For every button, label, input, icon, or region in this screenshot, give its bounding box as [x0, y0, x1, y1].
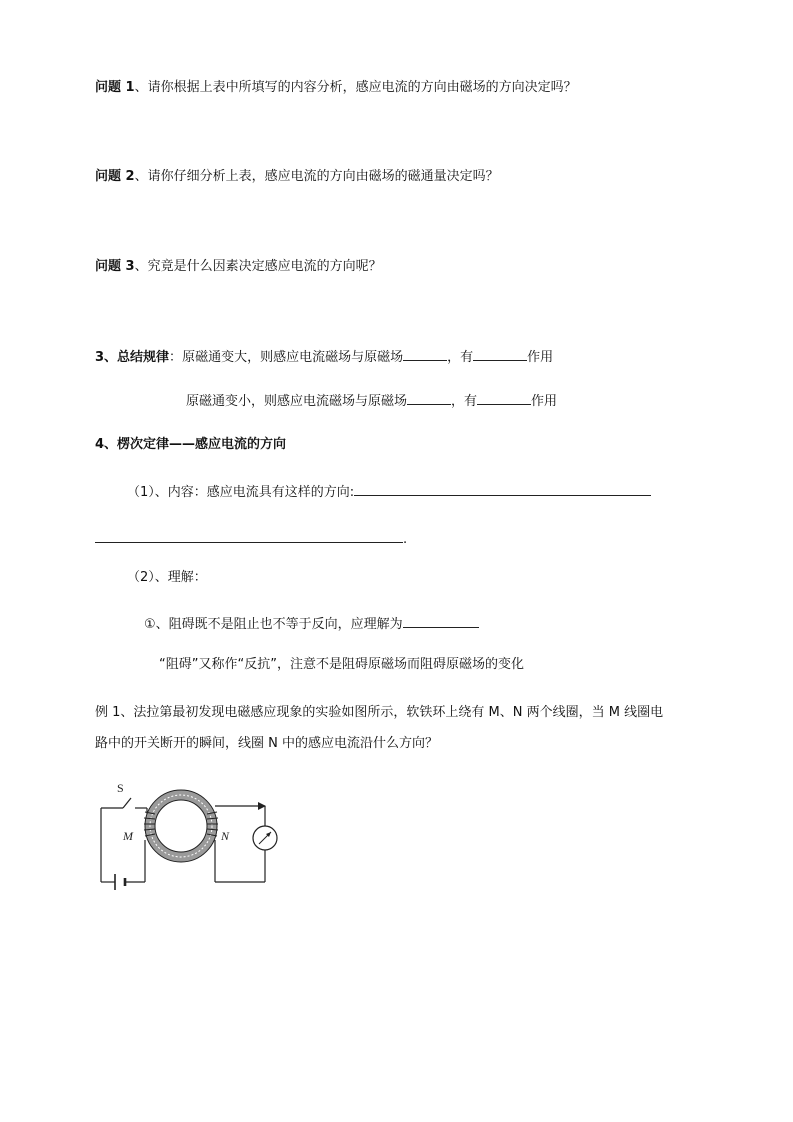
lenz-content-period: . [403, 532, 408, 547]
question-3-label: 问题 3 [95, 259, 135, 274]
lenz-point-1-blank[interactable] [403, 613, 479, 628]
summary-line1-mid: ，有 [447, 350, 474, 365]
example-1-line-1: 例 1、法拉第最初发现电磁感应现象的实验如图所示，软铁环上绕有 M、N 两个线圈，当 M 线圈电 [95, 705, 664, 720]
summary-rule-2 [186, 390, 557, 411]
question-2-text: 、请你仔细分析上表，感应电流的方向由磁场的磁通量决定吗？ [134, 169, 499, 184]
lenz-point-1 [144, 613, 479, 634]
lenz-point-1-text: ①、阻碍既不是阻止也不等于反向，应理解为 [144, 617, 403, 632]
faraday-ring-circuit-diagram [95, 778, 285, 896]
summary-line1-end: 作用 [527, 350, 554, 365]
summary-colon: ： [169, 350, 183, 365]
switch-blade [123, 798, 131, 808]
summary-line2-text: 原磁通变小，则感应电流磁场与原磁场 [186, 394, 408, 409]
summary-line2-blank-2[interactable] [477, 390, 531, 405]
summary-line1-blank-2[interactable] [473, 346, 527, 361]
coil-m-label: M [123, 829, 133, 843]
question-2 [95, 168, 499, 186]
summary-line2-mid: ，有 [451, 394, 478, 409]
summary-line2-blank-1[interactable] [407, 390, 451, 405]
lenz-content-blank-2[interactable] [95, 528, 403, 543]
lenz-understand: （2）、理解： [127, 570, 207, 585]
summary-rule-1 [95, 346, 553, 367]
summary-line1-blank-1[interactable] [403, 346, 447, 361]
lenz-content [127, 481, 651, 502]
lenz-content-text: （1）、内容：感应电流具有这样的方向: [127, 485, 355, 500]
question-1-text: 、请你根据上表中所填写的内容分析，感应电流的方向由磁场的方向决定吗？ [134, 80, 577, 95]
question-3 [95, 258, 382, 276]
question-1-label: 问题 1 [95, 80, 135, 95]
summary-line1-text: 原磁通变大，则感应电流磁场与原磁场 [182, 350, 404, 365]
summary-heading: 3、总结规律 [95, 350, 170, 365]
summary-line2-end: 作用 [531, 394, 558, 409]
coil-n-label: N [221, 829, 230, 843]
switch-label: S [117, 781, 124, 795]
question-3-text: 、究竟是什么因素决定感应电流的方向呢？ [134, 259, 382, 274]
lenz-note: “阻碍”又称作“反抗”，注意不是阻碍原磁场而阻碍原磁场的变化 [159, 657, 524, 672]
example-1-line-2: 路中的开关断开的瞬间，线圈 N 中的感应电流沿什么方向？ [95, 736, 438, 751]
lenz-content-blank[interactable] [354, 481, 651, 496]
lenz-content-continuation [95, 528, 407, 549]
lenz-heading: 4、楞次定律——感应电流的方向 [95, 437, 287, 452]
question-1 [95, 79, 577, 97]
question-2-label: 问题 2 [95, 169, 135, 184]
